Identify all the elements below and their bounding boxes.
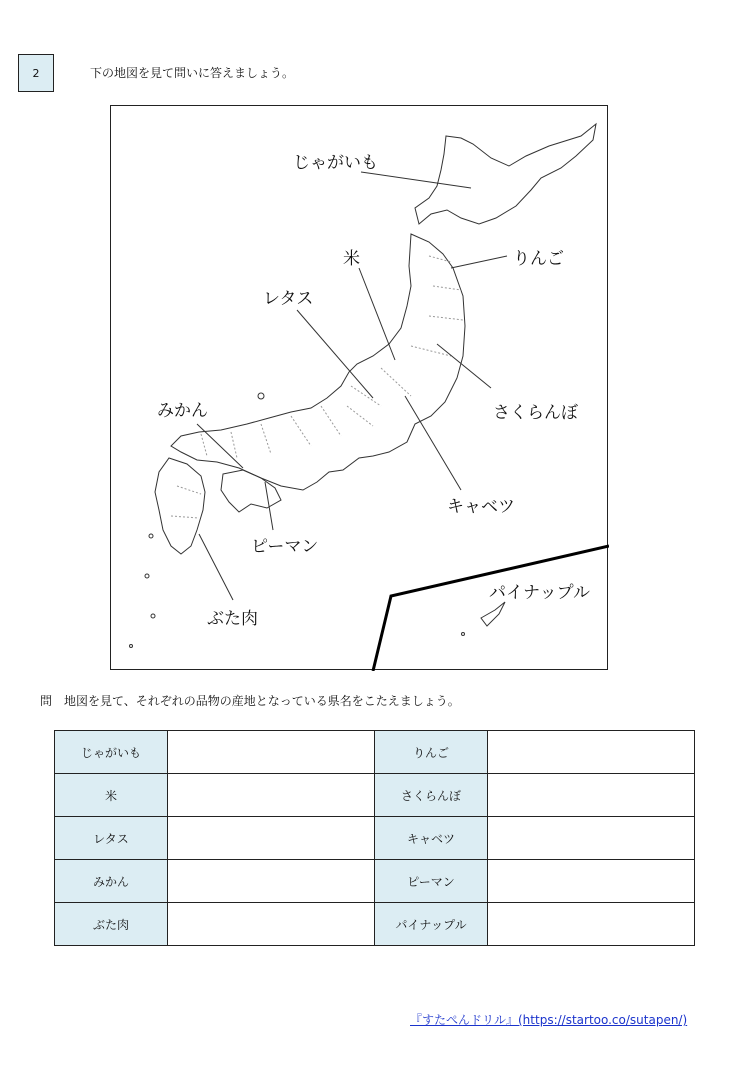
answer-table [54,730,695,946]
table-row [55,860,695,903]
row-label-left: ぶた肉 [55,903,168,946]
japan-map [110,105,608,670]
answer-cell[interactable] [168,774,375,817]
row-label-left: 米 [55,774,168,817]
row-label-right: りんご [375,731,488,774]
table-row [55,817,695,860]
row-label-left: じゃがいも [55,731,168,774]
row-label-right: さくらんぼ [375,774,488,817]
footer-link[interactable]: 『すたぺんドリル』(https://startoo.co/sutapen/) [410,1013,688,1027]
table-row [55,903,695,946]
answer-cell[interactable] [488,903,695,946]
okinawa-islands [481,602,505,626]
map-label-apple: りんご [513,249,564,269]
answer-cell[interactable] [488,774,695,817]
row-label-right: パイナップル [375,903,488,946]
shikoku-outline [221,470,281,512]
map-label-lettuce: レタス [263,289,314,309]
answer-cell[interactable] [168,731,375,774]
hokkaido-outline [415,124,596,224]
map-label-pepper: ピーマン [251,537,319,557]
map-label-mikan: みかん [157,401,208,421]
question-text: 問 地図を見て、それぞれの品物の産地となっている県名をこたえましょう。 [40,694,460,708]
row-label-left: みかん [55,860,168,903]
leader-line-pork [199,534,233,600]
map-label-potato: じゃがいも [293,153,378,173]
row-label-left: レタス [55,817,168,860]
map-label-cherry: さくらんぼ [493,403,578,423]
answer-cell[interactable] [168,860,375,903]
row-label-right: キャベツ [375,817,488,860]
inset-divider-line [373,546,609,671]
map-label-pineapple: パイナップル [489,583,590,603]
leader-line-cherry [437,344,491,388]
answer-cell[interactable] [168,903,375,946]
leader-line-apple [451,256,507,268]
kyushu-outline [155,458,205,554]
map-label-rice: 米 [343,249,360,269]
leader-line-lettuce [297,310,373,398]
leader-line-potato [361,172,471,188]
leader-line-rice [359,268,395,360]
answer-cell[interactable] [168,817,375,860]
prefecture-borders [171,256,463,518]
table-row [55,774,695,817]
map-label-pork: ぶた肉 [207,609,258,629]
map-label-cabbage: キャベツ [447,497,515,517]
leader-line-cabbage [405,396,461,490]
instruction-text: 下の地図を見て問いに答えましょう。 [90,66,295,80]
answer-cell[interactable] [488,860,695,903]
honshu-outline [171,234,465,490]
question-number: 2 [32,66,40,80]
answer-cell[interactable] [488,731,695,774]
row-label-right: ピーマン [375,860,488,903]
question-number-box [18,54,54,92]
leader-line-pepper [265,482,273,530]
answer-cell[interactable] [488,817,695,860]
table-row [55,731,695,774]
